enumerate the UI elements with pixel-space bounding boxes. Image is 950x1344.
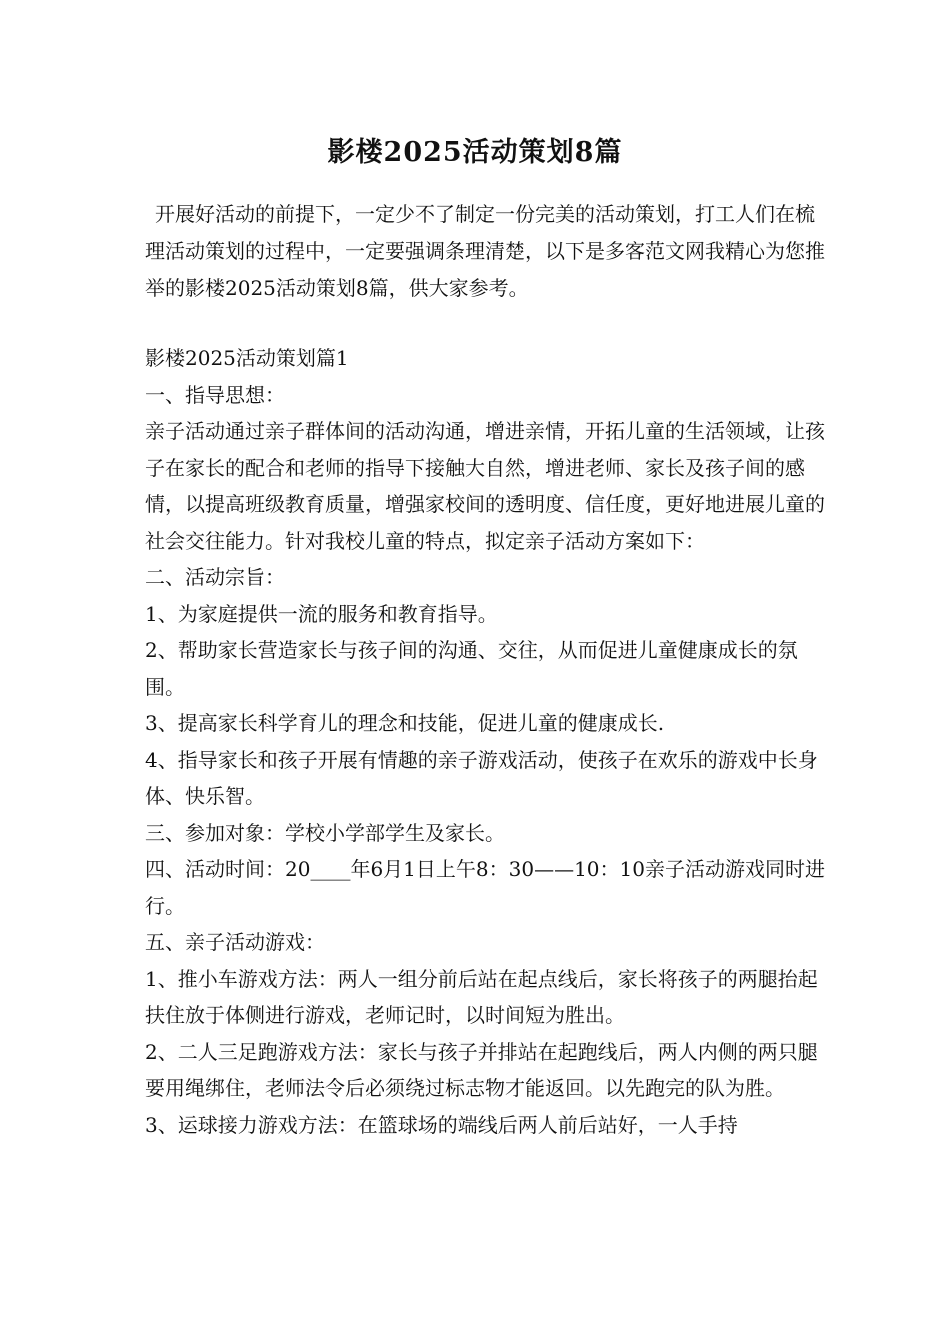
body-paragraph: 2、二人三足跑游戏方法：家长与孩子并排站在起跑线后，两人内侧的两只腿要用绳绑住，老师法令后必须绕过标志物才能返回。以先跑完的队为胜。 bbox=[145, 1039, 818, 1100]
body-paragraph: 3、运球接力游戏方法：在篮球场的端线后两人前后站好，一人手持 bbox=[145, 1112, 738, 1137]
body-paragraph: 1、推小车游戏方法：两人一组分前后站在起点线后，家长将孩子的两腿抬起扶住放于体侧进行游戏，老师记时，以时间短为胜出。 bbox=[145, 966, 818, 1027]
document-body bbox=[145, 340, 835, 1143]
intro-paragraph: 开展好活动的前提下，一定少不了制定一份完美的活动策划，打工人们在梳理活动策划的过程中，一定要强调条理清楚，以下是多客范文网我精心为您推举的影楼2025活动策划8篇，供大家参考。 bbox=[145, 202, 825, 300]
body-paragraph: 三、参加对象：学校小学部学生及家长。 bbox=[145, 820, 505, 845]
body-paragraph: 五、亲子活动游戏： bbox=[145, 930, 325, 954]
body-paragraph: 二、活动宗旨： bbox=[145, 565, 285, 589]
section-heading: 影楼2025活动策划篇1 bbox=[145, 346, 349, 370]
body-paragraph: 四、活动时间：20____年6月1日上午8：30——10：10亲子活动游戏同时进行。 bbox=[145, 857, 825, 918]
body-paragraph: 亲子活动通过亲子群体间的活动沟通，增进亲情，开拓儿童的生活领域，让孩子在家长的配合和老师的指导下接触大自然，增进老师、家长及孩子间的感情，以提高班级教育质量，增强家校间的透明度、信任度，更好地进展儿童的社会交往能力。针对我校儿童的特点，拟定亲子活动方案如下： bbox=[145, 419, 825, 553]
body-paragraph: 2、帮助家长营造家长与孩子间的沟通、交往，从而促进儿童健康成长的氛围。 bbox=[145, 638, 798, 699]
body-paragraph: 4、指导家长和孩子开展有情趣的亲子游戏活动，使孩子在欢乐的游戏中长身体、快乐智。 bbox=[145, 747, 818, 808]
document-title: 影楼2025活动策划8篇 bbox=[327, 137, 623, 168]
body-paragraph: 1、为家庭提供一流的服务和教育指导。 bbox=[145, 601, 498, 626]
body-paragraph: 一、指导思想： bbox=[145, 382, 285, 407]
body-paragraph: 3、提高家长科学育儿的理念和技能，促进儿童的健康成长. bbox=[145, 711, 665, 735]
